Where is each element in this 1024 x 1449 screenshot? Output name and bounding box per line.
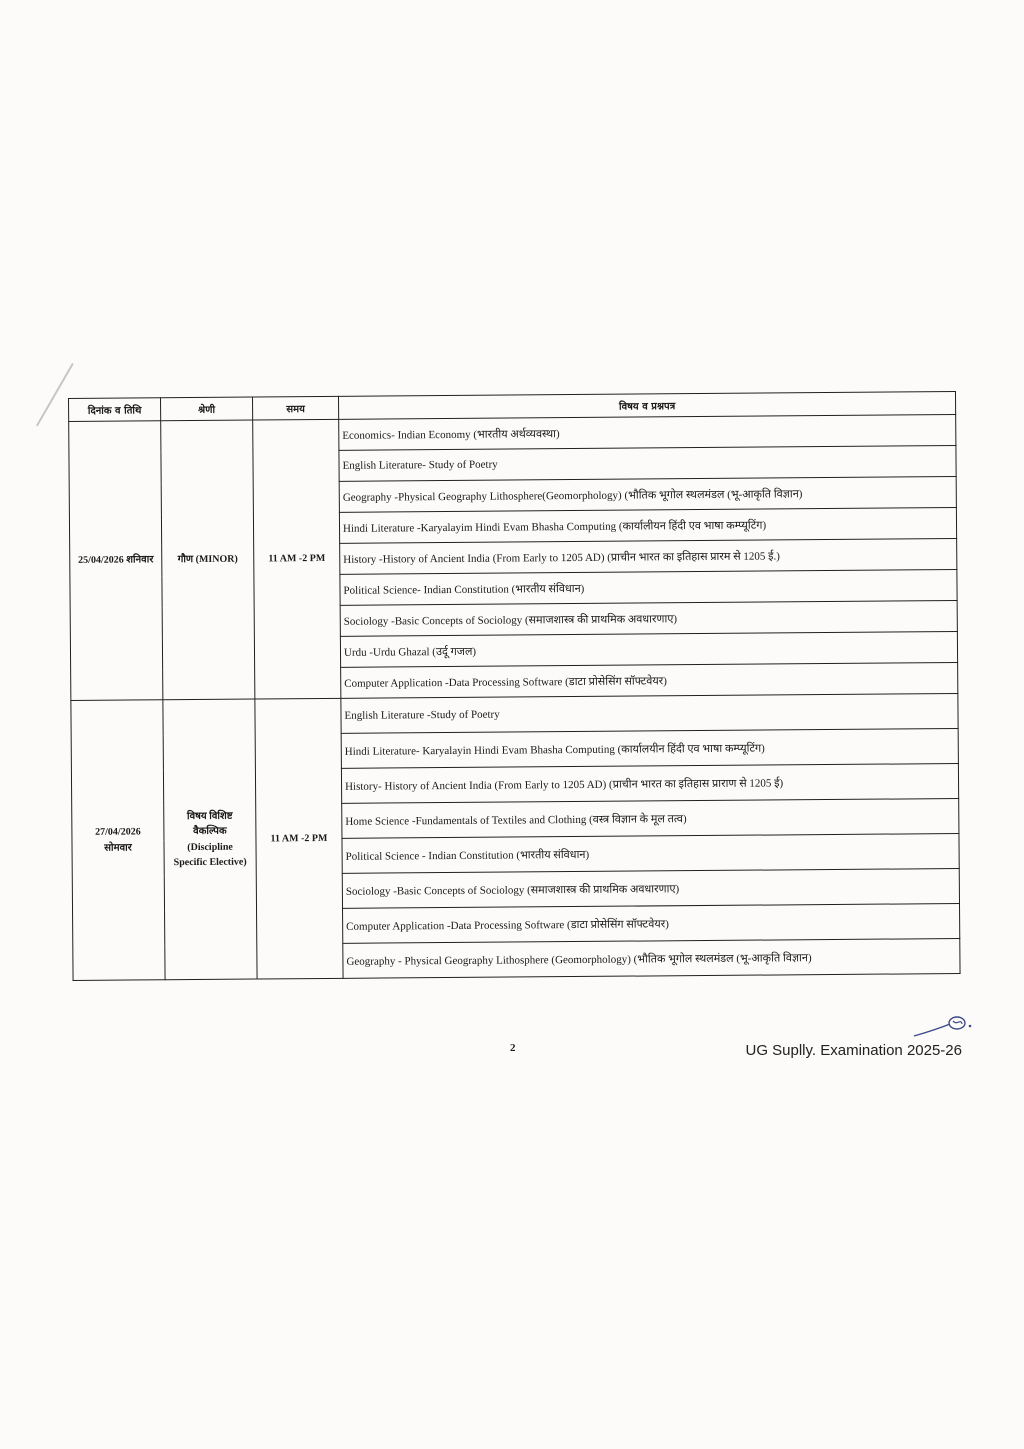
header-subject: विषय व प्रश्नपत्र <box>338 392 955 420</box>
header-date: दिनांक व तिथि <box>69 398 161 422</box>
category-english-line2: Specific Elective) <box>173 856 247 869</box>
exam-schedule-table <box>68 391 961 981</box>
subject-paper: Economics- Indian Economy (भारतीय अर्थव्यवस्था) <box>339 415 956 451</box>
category-hindi-line2: वैकल्पिक <box>193 825 227 838</box>
exam-time: 11 AM -2 PM <box>255 698 343 979</box>
exam-group-minor <box>69 415 958 701</box>
subject-paper: English Literature- Study of Poetry <box>339 446 956 482</box>
exam-schedule-sheet <box>68 391 965 981</box>
exam-group-dse <box>71 694 960 981</box>
subject-paper: History- History of Ancient India (From Early to 1205 AD) (प्राचीन भारत का इतिहास प्राराण से 1205 ई) <box>341 764 958 804</box>
exam-date-value: 27/04/2026 <box>95 826 141 838</box>
category-hindi-line1: विषय विशिष्ट <box>186 810 233 822</box>
subject-paper: History -History of Ancient India (From Early to 1205 AD) (प्राचीन भारत का इतिहास प्रारम से 1205 ई.) <box>340 539 957 575</box>
subject-paper: Political Science- Indian Constitution (भारतीय संविधान) <box>340 570 957 606</box>
subject-paper: Computer Application -Data Processing Software (डाटा प्रोसेसिंग सॉफ्टवेयर) <box>343 904 960 944</box>
exam-footer-label: UG Suplly. Examination 2025-26 <box>745 1042 962 1059</box>
exam-date <box>71 700 165 981</box>
subject-paper: Geography - Physical Geography Lithosphere (Geomorphology) (भौतिक भूगोल स्थलमंडल (भू-आकृति विज्ञान) <box>343 939 960 979</box>
exam-date: 25/04/2026 शनिवार <box>69 421 163 701</box>
exam-time: 11 AM -2 PM <box>253 419 341 699</box>
subject-paper: Sociology -Basic Concepts of Sociology (समाजशास्त्र की प्राथमिक अवधारणाए) <box>340 601 957 637</box>
subject-paper: Computer Application -Data Processing Software (डाटा प्रोसेसिंग सॉफ्टवेयर) <box>341 663 958 699</box>
header-time: समय <box>252 396 338 420</box>
subject-paper: Hindi Literature- Karyalayin Hindi Evam Bhasha Computing (कार्यालयीन हिंदी एव भाषा कम्प्यूटिंग) <box>341 729 958 769</box>
exam-category <box>163 699 257 980</box>
subject-paper: Urdu -Urdu Ghazal (उर्दू गजल) <box>340 632 957 668</box>
page-number: 2 <box>510 1042 516 1054</box>
subject-paper: Home Science -Fundamentals of Textiles and Clothing (वस्त्र विज्ञान के मूल तत्व) <box>342 799 959 839</box>
subject-paper: Hindi Literature -Karyalayim Hindi Evam Bhasha Computing (कार्यालीयन हिंदी एव भाषा कम्प्यूटिंग) <box>339 508 956 544</box>
header-category: श्रेणी <box>161 397 253 421</box>
exam-category: गौण (MINOR) <box>161 420 255 700</box>
subject-paper: English Literature -Study of Poetry <box>341 694 958 734</box>
page-footer <box>0 1040 1024 1070</box>
subject-paper: Political Science - Indian Constitution (भारतीय संविधान) <box>342 834 959 874</box>
category-english-line1: (Discipline <box>187 841 233 853</box>
subject-paper: Geography -Physical Geography Lithosphere(Geomorphology) (भौतिक भूगोल स्थलमंडल (भू-आकृति विज्ञान) <box>339 477 956 513</box>
subject-paper: Sociology -Basic Concepts of Sociology (समाजशास्त्र की प्राथमिक अवधारणाए) <box>342 869 959 909</box>
signature-mark <box>910 1012 980 1042</box>
exam-day: सोमवार <box>104 842 132 854</box>
